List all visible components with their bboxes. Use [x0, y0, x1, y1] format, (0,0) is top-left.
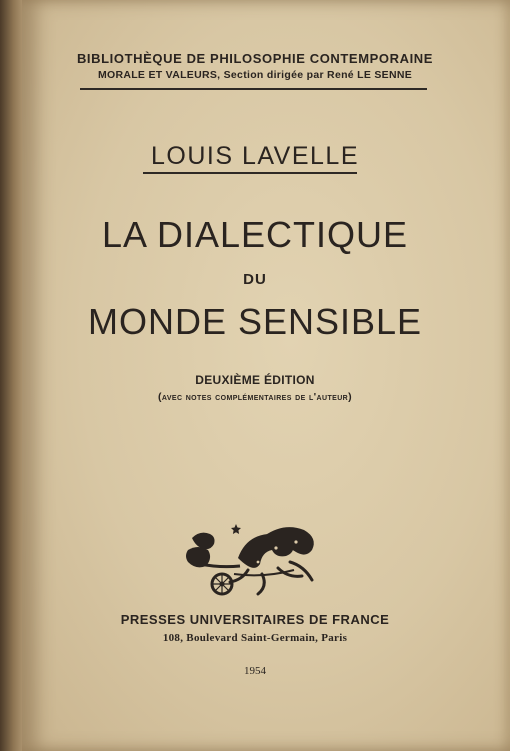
book-title-line-2: DU	[243, 271, 267, 288]
series-subtitle: MORALE ET VALEURS, Section dirigée par René LE SENNE	[97, 69, 413, 81]
series-title: BIBLIOTHÈQUE DE PHILOSOPHIE CONTEMPORAINE	[76, 51, 434, 66]
author-name: LOUIS LAVELLE	[150, 142, 360, 170]
publisher-address: 108, Boulevard Saint-Germain, Paris	[162, 632, 348, 644]
chariot-horses-emblem-icon	[178, 518, 324, 600]
publication-year: 1954	[244, 665, 266, 677]
book-title-line-1: LA DIALECTIQUE	[101, 214, 409, 255]
book-title-line-3: MONDE SENSIBLE	[87, 301, 423, 342]
edition-label: DEUXIÈME ÉDITION	[195, 373, 315, 387]
edition-notes: (avec notes complémentaires de l'auteur)	[157, 391, 353, 403]
publisher-name: PRESSES UNIVERSITAIRES DE FRANCE	[120, 612, 390, 627]
header-divider	[80, 88, 427, 90]
author-underline	[143, 172, 357, 174]
